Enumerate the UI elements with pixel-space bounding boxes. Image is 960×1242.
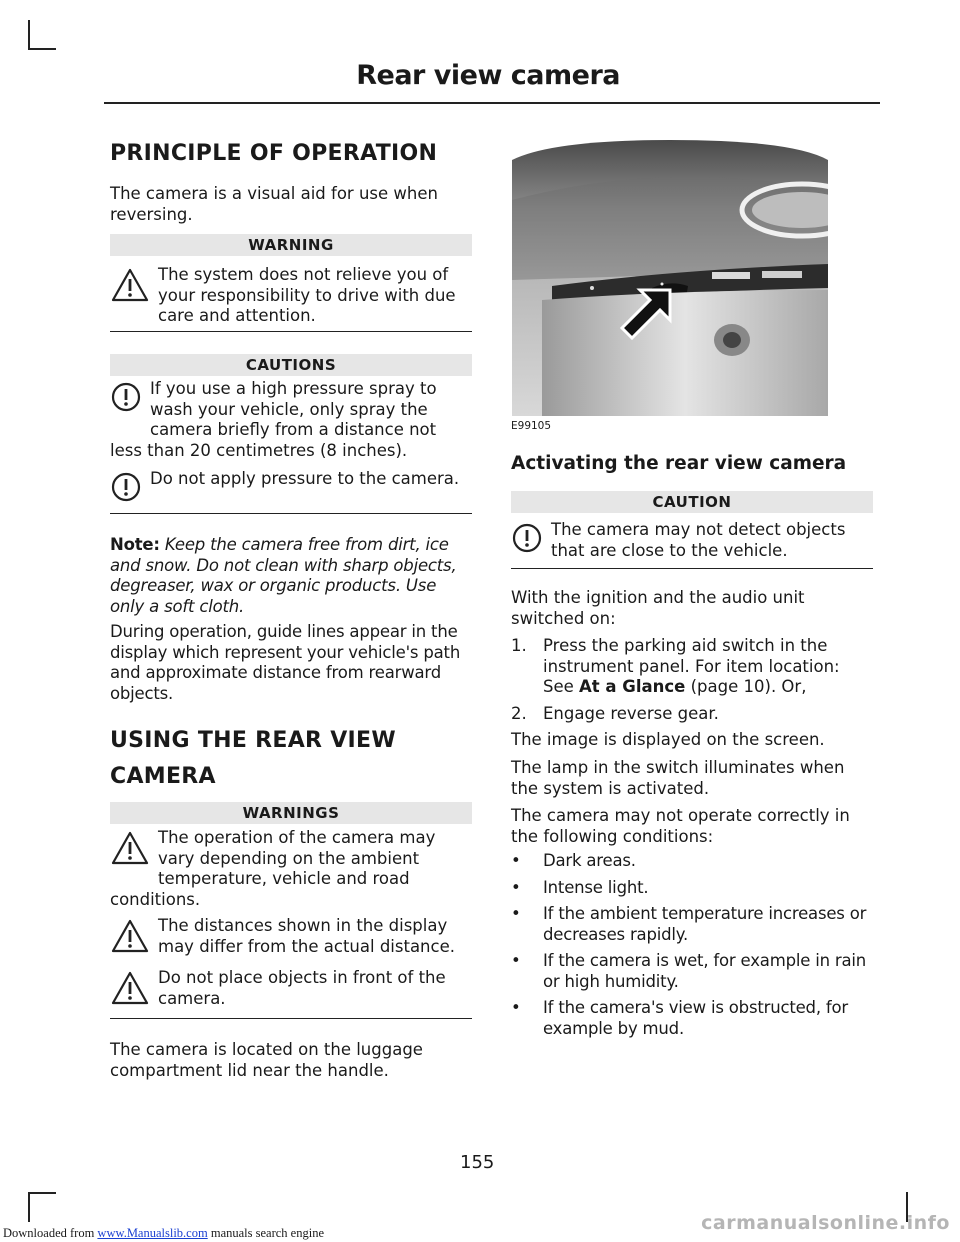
caution-text: The camera may not detect objects that are close to the vehicle.: [551, 520, 846, 560]
principle-intro: The camera is a visual aid for use when reversing.: [110, 184, 438, 224]
caution-box: [110, 379, 472, 461]
caution-circle-icon: [110, 471, 142, 509]
condition-text: Intense light.: [543, 877, 649, 897]
condition-text: If the camera is wet, for example in rain or high humidity.: [543, 951, 867, 991]
activation-steps: [511, 636, 873, 730]
camera-location-text: The camera is located on the luggage compartment lid near the handle.: [110, 1040, 423, 1080]
list-item: [511, 951, 875, 992]
caution-label: CAUTION: [511, 491, 873, 513]
list-item: [511, 704, 873, 725]
note-paragraph: [110, 535, 474, 617]
step-text: Engage reverse gear.: [543, 703, 719, 723]
manualslib-link[interactable]: www.Manualslib.com: [97, 1226, 208, 1240]
conditions-list: [511, 851, 875, 1045]
list-item: [511, 636, 873, 698]
bullet: •: [511, 877, 521, 897]
activating-heading: Activating the rear view camera: [511, 453, 847, 474]
warning-text-2: The distances shown in the display may differ from the actual distance.: [158, 916, 455, 956]
warning-triangle-icon: [110, 830, 150, 872]
warning-triangle-icon: [110, 918, 150, 960]
step-text: (page 10). Or,: [685, 677, 807, 696]
lamp-text: The lamp in the switch illuminates when the system is activated.: [511, 758, 845, 798]
figure-code: E99105: [511, 420, 552, 432]
caution-text-2: Do not apply pressure to the camera.: [150, 469, 460, 488]
caution-circle-icon: [511, 522, 543, 560]
bullet: •: [511, 998, 521, 1017]
caution-circle-icon: [110, 381, 142, 419]
warning-box: [110, 828, 472, 910]
principle-heading: PRINCIPLE OF OPERATION: [110, 141, 438, 166]
warning-text-1: The operation of the camera may vary depending on the ambient temperature, vehicle and road conditions.: [110, 828, 436, 909]
warnings-label: WARNINGS: [110, 802, 472, 824]
at-a-glance-link[interactable]: At a Glance: [579, 677, 686, 696]
step-number: 2.: [511, 703, 527, 723]
caution-box: [511, 520, 873, 562]
divider: [110, 331, 472, 332]
divider: [511, 568, 873, 569]
crop-mark: [28, 1192, 56, 1194]
warning-text-3: Do not place objects in front of the camera.: [158, 968, 446, 1008]
list-item: [511, 878, 875, 899]
page-number: 155: [460, 1152, 495, 1173]
step-text: Press the parking aid switch in the instrument panel. For item location: See: [543, 636, 840, 696]
footer-prefix: Downloaded from: [3, 1226, 98, 1240]
warning-text: The system does not relieve you of your responsibility to drive with due care and attention.: [158, 265, 456, 325]
caution-box: [110, 469, 472, 511]
warning-box: [110, 916, 472, 962]
condition-text: If the camera's view is obstructed, for example by mud.: [543, 998, 849, 1038]
page-title: Rear view camera: [356, 60, 620, 91]
warning-box: [110, 968, 472, 1014]
bullet: •: [511, 851, 521, 870]
footer-suffix: manuals search engine: [207, 1226, 324, 1240]
warning-triangle-icon: [110, 267, 150, 309]
conditions-intro: The camera may not operate correctly in the following conditions:: [511, 806, 850, 846]
warning-label: WARNING: [110, 234, 472, 256]
guide-lines-text: During operation, guide lines appear in the display which represent your vehicle's path and approximate distance from rearward objects.: [110, 622, 461, 703]
activation-intro: With the ignition and the audio unit switched on:: [511, 588, 805, 628]
bullet: •: [511, 951, 521, 970]
divider: [110, 513, 472, 514]
crop-mark: [28, 20, 30, 50]
bullet: •: [511, 904, 521, 923]
header-divider: [104, 102, 880, 104]
warning-triangle-icon: [110, 970, 150, 1012]
condition-text: Dark areas.: [543, 851, 636, 870]
using-heading-line2: CAMERA: [110, 764, 216, 789]
pointer-arrow-icon: [616, 286, 676, 346]
image-displayed-text: The image is displayed on the screen.: [511, 730, 825, 749]
crop-mark: [28, 1192, 30, 1222]
cautions-label: CAUTIONS: [110, 354, 472, 376]
using-heading-line1: USING THE REAR VIEW: [110, 728, 396, 753]
watermark: carmanualsonline.info: [701, 1212, 950, 1234]
list-item: [511, 851, 875, 872]
caution-text-1: If you use a high pressure spray to wash your vehicle, only spray the camera briefly from a distance not less than 20 centimetres (8 inches).: [110, 379, 437, 460]
list-item: [511, 904, 875, 945]
download-footer: [3, 1226, 324, 1241]
list-item: [511, 998, 875, 1039]
condition-text: If the ambient temperature increases or decreases rapidly.: [543, 904, 867, 944]
step-number: 1.: [511, 636, 527, 655]
warning-box: [110, 265, 472, 327]
divider: [110, 1018, 472, 1019]
rear-camera-photo: [512, 140, 828, 416]
note-text: Keep the camera free from dirt, ice and snow. Do not clean with sharp objects, degreaser, wax or organic products. Use only a soft cloth.: [110, 535, 457, 616]
crop-mark: [28, 48, 56, 50]
note-label: Note:: [110, 535, 160, 554]
